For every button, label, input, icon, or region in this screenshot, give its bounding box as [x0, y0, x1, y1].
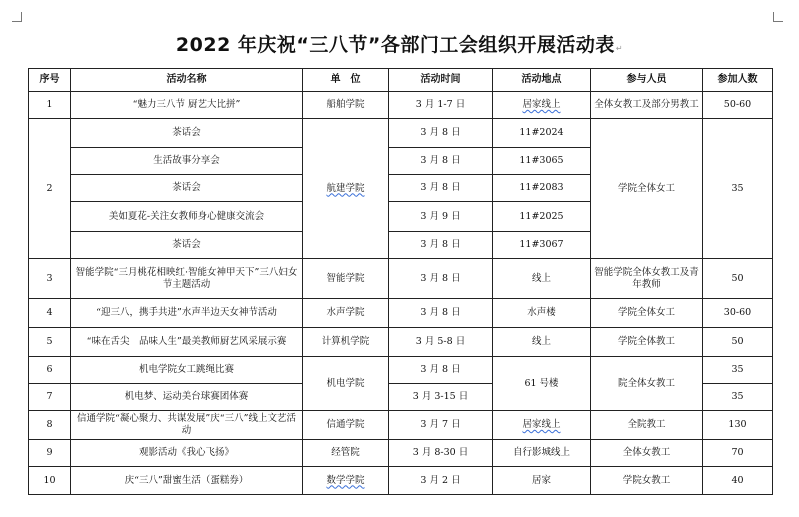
cell-unit: 船舶学院	[303, 92, 389, 119]
cell-place: 线上	[493, 328, 591, 357]
cell-count: 40	[703, 467, 773, 495]
cell-place: 居家线上	[493, 411, 591, 440]
cell-unit: 计算机学院	[303, 328, 389, 357]
header-no: 序号	[29, 69, 71, 92]
cell-participants: 学院女教工	[591, 467, 703, 495]
cell-no: 7	[29, 384, 71, 411]
cell-participants: 学院全体女工	[591, 119, 703, 259]
cell-activity-name: 美如夏花-关注女教师身心健康交流会	[71, 202, 303, 232]
table-row	[29, 259, 773, 299]
cell-time: 3 月 8 日	[389, 299, 493, 328]
crop-mark-top-right	[773, 12, 783, 22]
cell-activity-name: “迎三八，携手共进”水声半边天女神节活动	[71, 299, 303, 328]
cell-time: 3 月 1-7 日	[389, 92, 493, 119]
cell-activity-name: 信通学院“凝心聚力、共谋发展”庆“三八”线上文艺活动	[71, 411, 303, 440]
cell-no: 6	[29, 357, 71, 384]
cell-participants: 全体女教工	[591, 440, 703, 467]
cell-activity-name: 观影活动《我心飞扬》	[71, 440, 303, 467]
cell-participants: 智能学院全体女教工及青年教师	[591, 259, 703, 299]
cell-count: 50	[703, 328, 773, 357]
cell-unit: 智能学院	[303, 259, 389, 299]
cell-time: 3 月 8 日	[389, 148, 493, 175]
document-title: 2022 年庆祝“三八节”各部门工会组织开展活动表↵	[175, 34, 624, 56]
cell-time: 3 月 7 日	[389, 411, 493, 440]
cell-activity-name: 茶话会	[71, 175, 303, 202]
cell-count: 35	[703, 119, 773, 259]
cell-place: 居家线上	[493, 92, 591, 119]
cell-time: 3 月 8-30 日	[389, 440, 493, 467]
crop-mark-top-left	[12, 12, 22, 22]
cell-time: 3 月 3-15 日	[389, 384, 493, 411]
table-row	[29, 299, 773, 328]
cell-count: 35	[703, 384, 773, 411]
header-count: 参加人数	[703, 69, 773, 92]
cell-count: 70	[703, 440, 773, 467]
cell-count: 130	[703, 411, 773, 440]
table-row	[29, 440, 773, 467]
cell-activity-name: 机电梦、运动美台球赛团体赛	[71, 384, 303, 411]
cell-time: 3 月 8 日	[389, 175, 493, 202]
cell-activity-name: 智能学院“三月桃花相映红·智能女神甲天下”三八妇女节主题活动	[71, 259, 303, 299]
cell-no: 8	[29, 411, 71, 440]
cell-activity-name: 茶话会	[71, 119, 303, 148]
cell-time: 3 月 8 日	[389, 119, 493, 148]
cell-no: 1	[29, 92, 71, 119]
cell-no: 3	[29, 259, 71, 299]
cell-time: 3 月 9 日	[389, 202, 493, 232]
table-row	[29, 411, 773, 440]
cell-activity-name: 庆“三八”甜蜜生活（蛋糕券）	[71, 467, 303, 495]
cell-place: 线上	[493, 259, 591, 299]
cell-count: 30-60	[703, 299, 773, 328]
cell-time: 3 月 5-8 日	[389, 328, 493, 357]
header-row	[29, 69, 773, 92]
cell-place: 11#3065	[493, 148, 591, 175]
cell-no: 5	[29, 328, 71, 357]
cell-no: 4	[29, 299, 71, 328]
header-time: 活动时间	[389, 69, 493, 92]
table-row	[29, 119, 773, 148]
cell-count: 35	[703, 357, 773, 384]
header-participants: 参与人员	[591, 69, 703, 92]
cell-participants: 学院全体教工	[591, 328, 703, 357]
cell-time: 3 月 2 日	[389, 467, 493, 495]
cell-unit: 数学学院	[303, 467, 389, 495]
cell-time: 3 月 8 日	[389, 259, 493, 299]
cell-participants: 学院全体女工	[591, 299, 703, 328]
cell-unit: 机电学院	[303, 357, 389, 411]
cell-unit: 航建学院	[303, 119, 389, 259]
cell-no: 2	[29, 119, 71, 259]
cell-unit: 信通学院	[303, 411, 389, 440]
cell-place: 61 号楼	[493, 357, 591, 411]
cell-activity-name: 生活故事分享会	[71, 148, 303, 175]
cell-place: 水声楼	[493, 299, 591, 328]
cell-place: 11#2024	[493, 119, 591, 148]
table-row	[29, 357, 773, 384]
cell-place: 居家	[493, 467, 591, 495]
cell-no: 10	[29, 467, 71, 495]
cell-count: 50	[703, 259, 773, 299]
cell-place: 11#3067	[493, 232, 591, 259]
cell-unit: 经管院	[303, 440, 389, 467]
cell-place: 11#2083	[493, 175, 591, 202]
cell-time: 3 月 8 日	[389, 232, 493, 259]
cell-participants: 全院教工	[591, 411, 703, 440]
table-row	[29, 92, 773, 119]
cell-activity-name: “魅力三八节 厨艺大比拼”	[71, 92, 303, 119]
cell-unit: 水声学院	[303, 299, 389, 328]
header-unit: 单 位	[303, 69, 389, 92]
cell-activity-name: “味在舌尖 品味人生”最美教师厨艺风采展示赛	[71, 328, 303, 357]
table-row	[29, 467, 773, 495]
cell-participants: 院全体女教工	[591, 357, 703, 411]
cell-place: 自行影城线上	[493, 440, 591, 467]
cell-time: 3 月 8 日	[389, 357, 493, 384]
activity-table	[28, 68, 773, 495]
header-place: 活动地点	[493, 69, 591, 92]
cell-no: 9	[29, 440, 71, 467]
header-activity-name: 活动名称	[71, 69, 303, 92]
cell-count: 50-60	[703, 92, 773, 119]
cell-activity-name: 机电学院女工跳绳比赛	[71, 357, 303, 384]
cell-place: 11#2025	[493, 202, 591, 232]
cell-participants: 全体女教工及部分男教工	[591, 92, 703, 119]
cell-activity-name: 茶话会	[71, 232, 303, 259]
table-row	[29, 328, 773, 357]
